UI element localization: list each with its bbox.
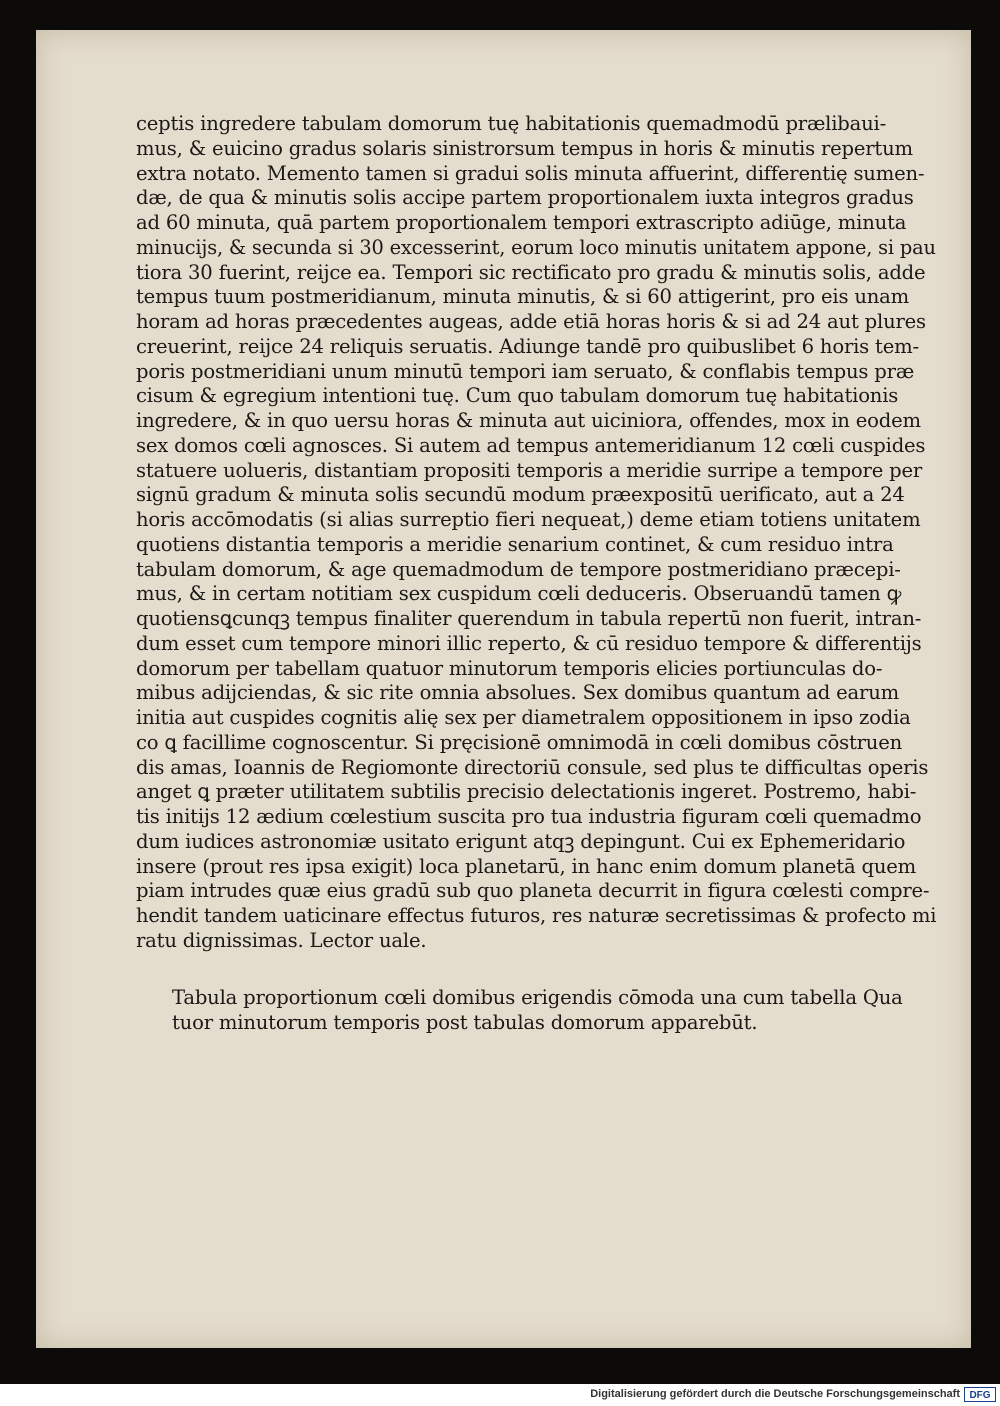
text-line: domorum per tabellam quatuor minutorum temporis elicies portiunculas do- bbox=[136, 656, 883, 680]
text-line: minucijs, & secunda si 30 excesserint, eorum loco minutis unitatem appone, si pau bbox=[136, 235, 936, 259]
text-line: ceptis ingredere tabulam domorum tuę habitationis quemadmodū prælibaui- bbox=[136, 112, 887, 135]
text-line: dum esset cum tempore minori illic reperto, & cū residuo tempore & differentijs bbox=[136, 631, 922, 655]
text-line: piam intrudes quæ eius gradū sub quo planeta decurrit in figura cœlesti compre- bbox=[136, 879, 930, 903]
text-line: cisum & egregium intentioni tuę. Cum quo tabulam domorum tuę habitationis bbox=[136, 384, 899, 408]
text-line: quotiensꝗcunqꝫ tempus finaliter querendum in tabula repertū non fuerit, intran- bbox=[136, 607, 922, 630]
text-line: dis amas, Ioannis de Regiomonte directoriū consule, sed plus te difficultas operis bbox=[136, 755, 929, 779]
digitization-footer bbox=[0, 1384, 1000, 1406]
text-line: mibus adijciendas, & sic rite omnia absolues. Sex domibus quantum ad earum bbox=[136, 681, 899, 705]
text-line: signū gradum & minuta solis secundū modum præexpositū uerificato, aut a 24 bbox=[136, 483, 905, 507]
text-line: poris postmeridiani unum minutū tempori iam seruato, & conflabis tempus præ bbox=[136, 359, 915, 383]
text-line: mus, & euicino gradus solaris sinistrorsum tempus in horis & minutis repertum bbox=[136, 136, 913, 160]
text-line: anget ꝗ præter utilitatem subtilis precisio delectationis ingeret. Postremo, habi- bbox=[136, 780, 917, 804]
text-line: dum iudices astronomiæ usitato erigunt atqꝫ depingunt. Cui ex Ephemeridario bbox=[136, 829, 906, 853]
text-line: statuere uolueris, distantiam propositi temporis a meridie surripe a tempore per bbox=[136, 458, 923, 482]
text-line: quotiens distantia temporis a meridie senarium continet, & cum residuo intra bbox=[136, 532, 894, 556]
table-caption bbox=[172, 986, 932, 1036]
text-line: hendit tandem uaticinare effectus futuros, res naturæ secretissimas & profecto mi bbox=[136, 904, 937, 927]
text-line: initia aut cuspides cognitis alię sex per diametralem oppositionem in ipso zodia bbox=[136, 706, 911, 729]
text-line: mus, & in certam notitiam sex cuspidum cœli deduceris. Obseruandū tamen ꝙ bbox=[136, 582, 902, 606]
text-line: dæ, de qua & minutis solis accipe partem proportionalem iuxta integros gradus bbox=[136, 186, 914, 210]
text-line: ratu dignissimas. Lector uale. bbox=[136, 928, 427, 952]
caption-line: Tabula proportionum cœli domibus erigendis cōmoda una cum tabella Qua bbox=[172, 986, 903, 1009]
text-line: tiora 30 fuerint, reijce ea. Tempori sic rectificato pro gradu & minutis solis, adde bbox=[136, 260, 926, 284]
text-line: tempus tuum postmeridianum, minuta minutis, & si 60 attigerint, pro eis unam bbox=[136, 285, 910, 309]
text-line: insere (prout res ipsa exigit) loca planetarū, in hanc enim domum planetā quem bbox=[136, 854, 917, 878]
text-line: horam ad horas præcedentes augeas, adde etiā horas horis & si ad 24 aut plures bbox=[136, 310, 926, 333]
text-line: tabulam domorum, & age quemadmodum de tempore postmeridiano præcepi- bbox=[136, 557, 901, 581]
text-line: horis accōmodatis (si alias surreptio fieri nequeat,) deme etiam totiens unitatem bbox=[136, 508, 921, 531]
funding-credit: Digitalisierung gefördert durch die Deutsche Forschungsgemeinschaft bbox=[590, 1388, 960, 1400]
text-line: creuerint, reijce 24 reliquis seruatis. Adiunge tandē pro quibuslibet 6 horis tem- bbox=[136, 334, 919, 358]
text-line: ad 60 minuta, quā partem proportionalem tempori extrascripto adiūge, minuta bbox=[136, 211, 907, 234]
dfg-logo-icon: DFG bbox=[964, 1387, 996, 1402]
body-text bbox=[136, 112, 936, 954]
text-line: sex domos cœli agnosces. Si autem ad tempus antemeridianum 12 cœli cuspides bbox=[136, 433, 926, 457]
text-line: ingredere, & in quo uersu horas & minuta aut uiciniora, offendes, mox in eodem bbox=[136, 409, 921, 432]
caption-line: tuor minutorum temporis post tabulas domorum apparebūt. bbox=[172, 1010, 758, 1034]
text-line: co ꝗ facillime cognoscentur. Si pręcisionē omnimodā in cœli domibus cōstruen bbox=[136, 730, 903, 754]
text-line: extra notato. Memento tamen si gradui solis minuta affuerint, differentię sumen- bbox=[136, 161, 925, 185]
text-line: tis initijs 12 ædium cœlestium suscita pro tua industria figuram cœli quemadmo bbox=[136, 805, 922, 828]
book-page bbox=[36, 30, 971, 1348]
